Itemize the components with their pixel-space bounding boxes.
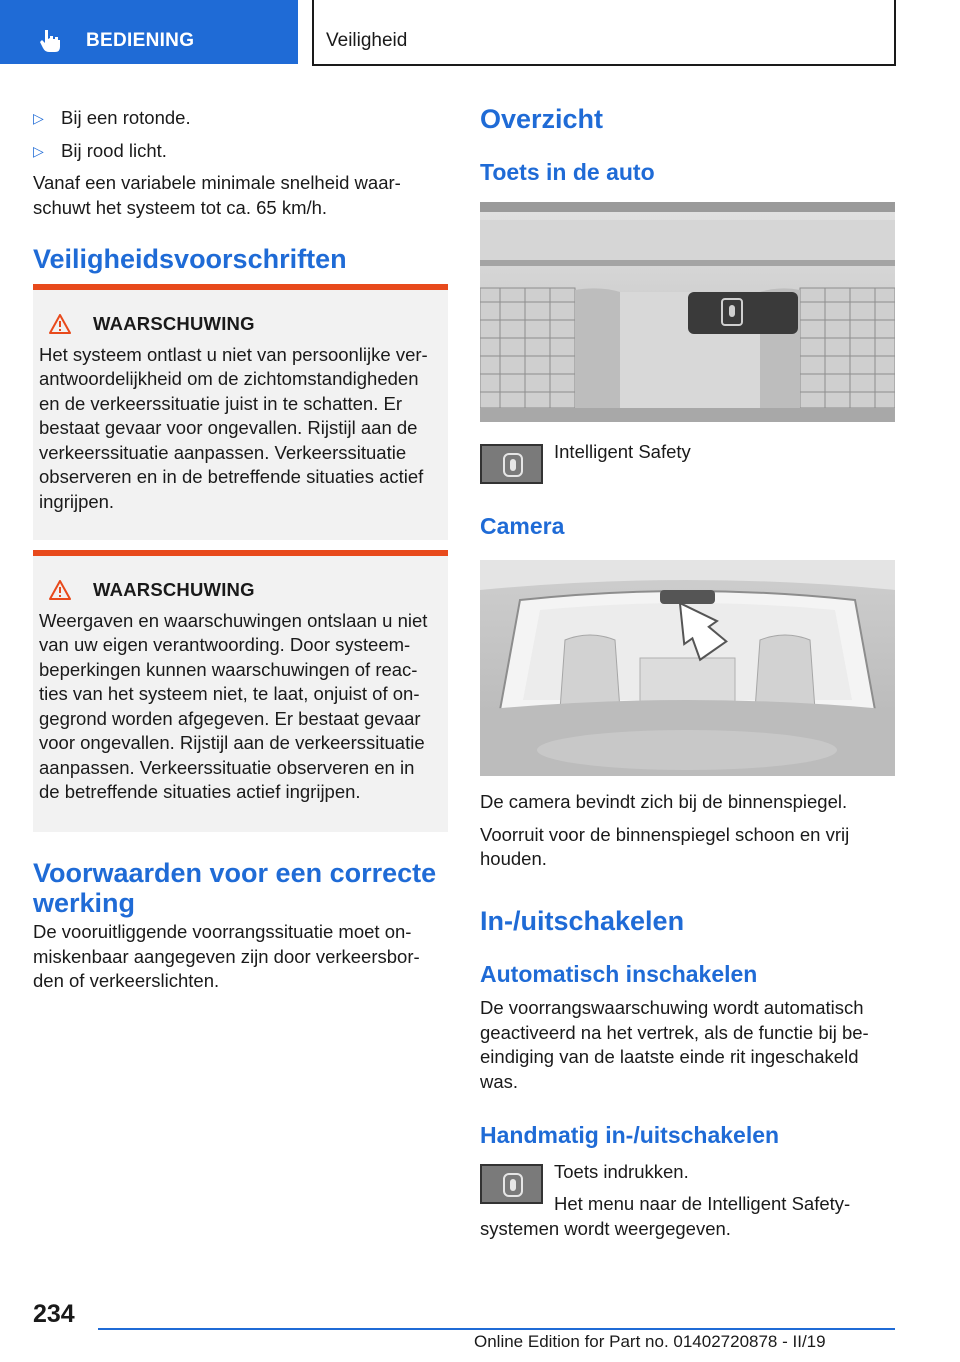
warning-triangle-icon [49,314,71,334]
camera-image [480,560,895,776]
warning-box [33,284,448,540]
edition-text: Online Edition for Part no. 01402720878 - II/19 [474,1332,826,1351]
dashboard-image [480,202,895,422]
warning-box [33,550,448,832]
hand-pointer-icon [38,28,64,54]
manual-step2: Het menu naar de Intelligent Safety- systemen wordt weergegeven. [480,1193,851,1239]
conditions-text: De vooruitliggende voorrangssituatie moet on- miskenbaar aangegeven zijn door verkeersbor- den of verkeerslichten. [33,921,420,991]
triangle-bullet-icon: ▷ [33,110,44,126]
warning-title: WAARSCHUWING [93,313,255,334]
warning-text: Het systeem ontlast u niet van persoonlijke ver- antwoordelijkheid om de zichtomstandigheden en de verkeerssituatie juist in te schatten. Er bestaat gevaar voor ongevallen. Rijstijl aan de verkeerssituatie aanpassen. Verkeerssituatie observeren en in de betreffende situaties actief ingrijpen. [39,343,428,512]
section-title: BEDIENING [86,30,195,51]
section-tab[interactable] [0,0,298,64]
intelligent-safety-icon [503,453,523,477]
chapter-header [312,0,896,66]
list-item: ▷ Bij rood licht. [33,139,448,164]
left-column [33,106,448,220]
page-number: 234 [33,1300,75,1328]
camera-text: De camera bevindt zich bij de binnenspiegel. Voorruit voor de binnenspiegel schoon en vrij houden. [480,791,850,869]
warning-title: WAARSCHUWING [93,579,255,600]
onoff-heading: In-/uitschakelen [480,906,685,936]
triangle-bullet-icon: ▷ [33,142,44,159]
list-item: ▷ Bij een rotonde. [33,106,448,131]
manual-heading: Handmatig in-/uitschakelen [480,1122,780,1148]
conditions-section [33,858,453,994]
button-label: Intelligent Safety [554,441,691,462]
warning-triangle-icon [49,580,71,600]
camera-heading: Camera [480,513,565,539]
intro-text: Vanaf een variabele minimale snelheid waar- schuwt het systeem tot ca. 65 km/h. [33,172,401,218]
overview-heading: Overzicht [480,104,604,134]
conditions-heading: Voorwaarden voor een correcte werking [33,858,437,918]
safety-heading: Veiligheidsvoorschriften [33,244,347,274]
chapter-title: Veiligheid [326,30,408,51]
intelligent-safety-button[interactable] [480,444,543,484]
button-heading: Toets in de auto [480,159,655,185]
footer-rule [98,1328,895,1330]
warning-text: Weergaven en waarschuwingen ontslaan u niet van uw eigen verantwoording. Door systeem- beperkingen kunnen waarschuwingen of reac- ties van het systeem niet, te laat, onjuist of on- gegrond worden afgegeven. Er bestaat gevaar voor ongevallen. Rijstijl aan de verkeerssituatie aanpassen. Verkeerssituatie observeren en in de betreffende situaties actief ingrijpen. [39,609,428,802]
auto-text: De voorrangswaarschuwing wordt automatisch geactiveerd na het vertrek, als de functie bij be- eindiging van de laatste einde rit ingeschakeld was. [480,997,869,1092]
manual-step1: Toets indrukken. [554,1161,689,1182]
auto-heading: Automatisch inschakelen [480,961,758,987]
